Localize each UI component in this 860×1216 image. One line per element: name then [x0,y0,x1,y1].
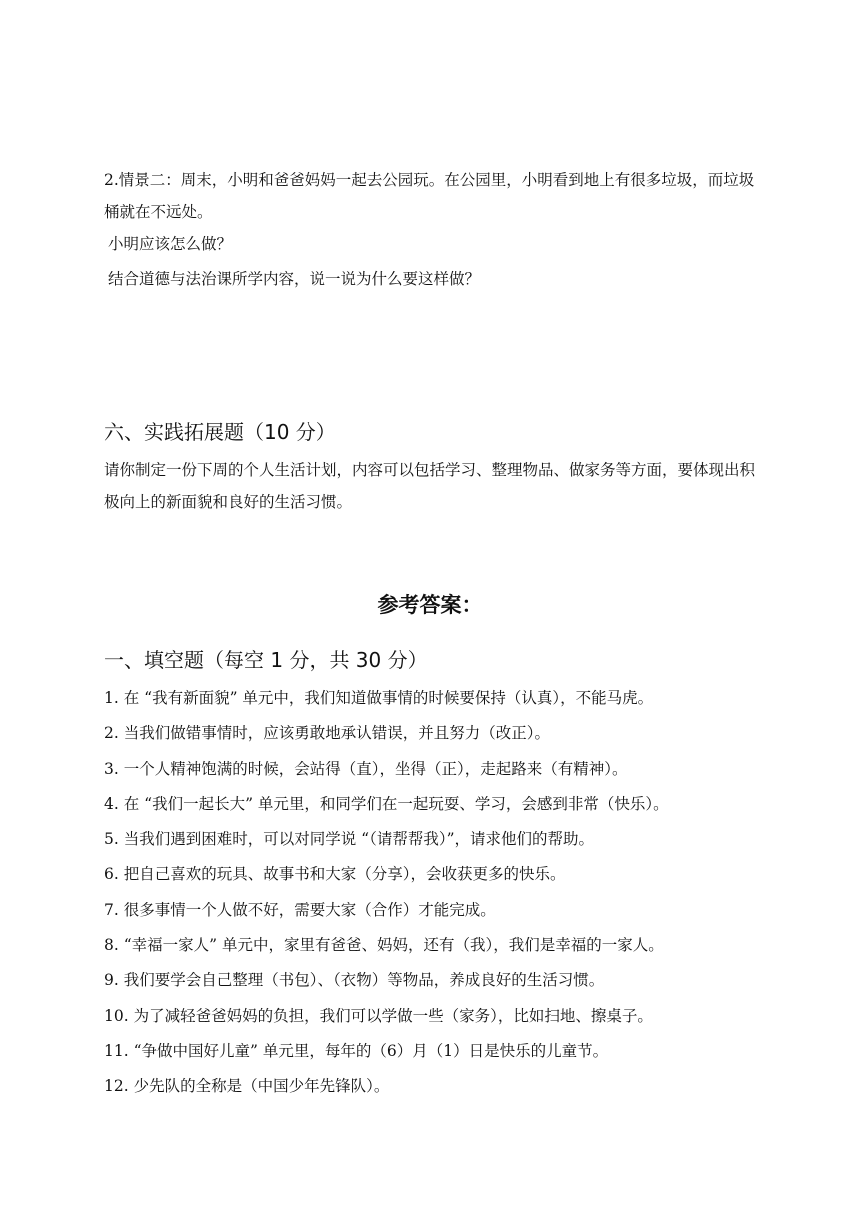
section6-heading: 六、实践拓展题（10 分） [104,420,336,444]
answer-list [104,683,669,1107]
answers-title: 参考答案： [377,593,483,617]
scenario2-question-2: 结合道德与法治课所学内容，说一说为什么要这样做？ [108,270,481,288]
scenario2-paragraph: 2.情景二：周末，小明和爸爸妈妈一起去公园玩。在公园里，小明看到地上有很多垃圾，而垃圾桶就在不远处。 [104,171,755,221]
section6-body: 请你制定一份下周的个人生活计划，内容可以包括学习、整理物品、做家务等方面，要体现出积极向上的新面貌和良好的生活习惯。 [104,461,756,511]
answer-item: 5. 当我们遇到困难时，可以对同学说 “（请帮帮我）”，请求他们的帮助。 [104,830,594,849]
answer-item: 10. 为了减轻爸爸妈妈的负担，我们可以学做一些（家务），比如扫地、擦桌子。 [104,1006,653,1025]
answers-section1-heading: 一、填空题（每空 1 分，共 30 分） [104,648,428,672]
scenario2-question-1: 小明应该怎么做？ [108,235,233,253]
answer-item: 2. 当我们做错事情时，应该勇敢地承认错误，并且努力（改正）。 [104,724,550,743]
answer-item: 8. “幸福一家人” 单元中，家里有爸爸、妈妈，还有（我），我们是幸福的一家人。 [104,936,664,955]
answer-item: 3. 一个人精神饱满的时候，会站得（直），坐得（正），走起路来（有精神）。 [104,759,628,778]
answer-item: 6. 把自己喜欢的玩具、故事书和大家（分享），会收获更多的快乐。 [104,865,566,884]
answer-item: 1. 在 “我有新面貌” 单元中，我们知道做事情的时候要保持（认真），不能马虎。 [104,689,654,707]
answer-item: 9. 我们要学会自己整理（书包）、（衣物）等物品，养成良好的生活习惯。 [104,971,605,990]
answer-item: 12. 少先队的全称是（中国少年先锋队）。 [104,1077,390,1096]
answer-item: 11. “争做中国好儿童” 单元里，每年的（6）月（1）日是快乐的儿童节。 [104,1041,609,1060]
answer-item: 4. 在 “我们一起长大” 单元里，和同学们在一起玩耍、学习，会感到非常（快乐）。 [104,794,669,813]
answer-item: 7. 很多事情一个人做不好，需要大家（合作）才能完成。 [104,900,496,919]
